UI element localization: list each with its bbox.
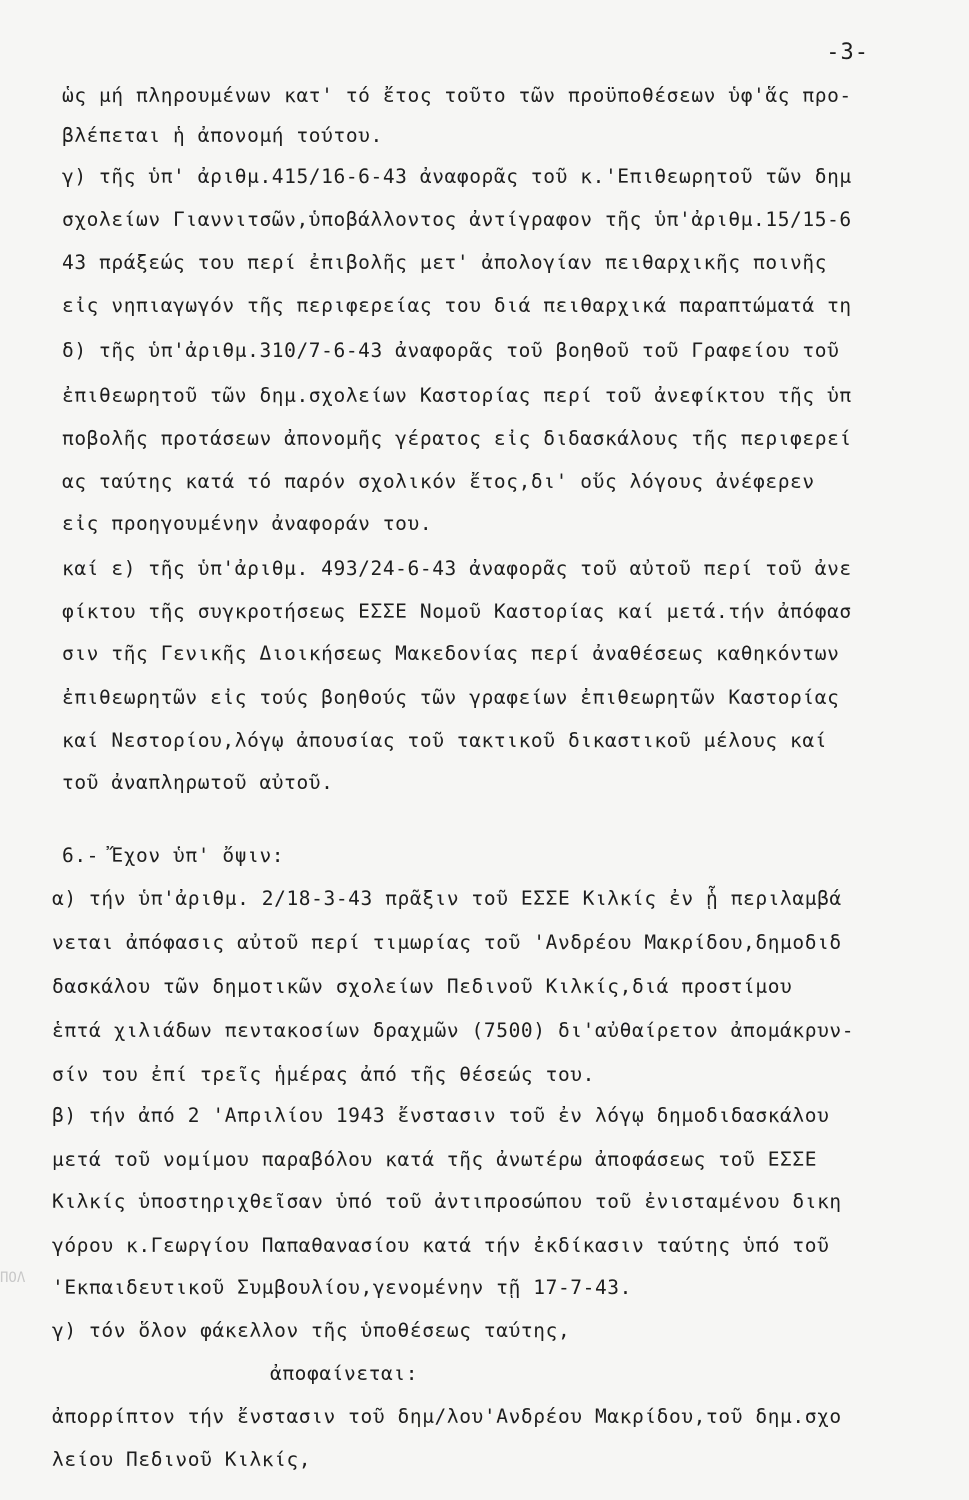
text-line: Κιλκίς ὑποστηριχθεῖσαν ὑπό τοῦ ἀντιπροσώπου τοῦ ἐνισταμένου δικη: [52, 1190, 842, 1213]
text-line: ἀπορρίπτον τήν ἔνστασιν τοῦ δημ/λου'Ανδρέου Μακρίδου,τοῦ δημ.σχο: [52, 1405, 842, 1428]
text-line: ἑπτά χιλιάδων πεντακοσίων δραχμῶν (7500) δι'αὐθαίρετον ἀπομάκρυν-: [52, 1019, 855, 1042]
decision-heading: ἀποφαίνεται:: [270, 1362, 419, 1385]
text-line: εἰς προηγουμένην ἀναφοράν του.: [62, 512, 433, 535]
text-line: νεται ἀπόφασις αὐτοῦ περί τιμωρίας τοῦ 'Ανδρέου Μακρίδου,δημοδιδ: [52, 931, 842, 954]
text-line: δασκάλου τῶν δημοτικῶν σχολείων Πεδινοῦ Κιλκίς,διά προστίμου: [52, 975, 793, 998]
text-line: καί ε) τῆς ὑπ'ἀριθμ. 493/24-6-43 ἀναφορᾶς τοῦ αὐτοῦ περί τοῦ ἀνε: [62, 557, 852, 580]
text-line: σχολείων Γιαννιτσῶν,ὑποβάλλοντος ἀντίγραφον τῆς ὑπ'ἀριθμ.15/15-6: [62, 208, 852, 231]
text-line: ἐπιθεωρητῶν εἰς τούς βοηθούς τῶν γραφείων ἐπιθεωρητῶν Καστορίας: [62, 686, 840, 709]
text-line: δ) τῆς ὑπ'ἀριθμ.310/7-6-43 ἀναφορᾶς τοῦ βοηθοῦ τοῦ Γραφείου τοῦ: [62, 339, 840, 362]
margin-mark: ΠΟΛ: [0, 1270, 26, 1286]
text-line: βλέπεται ἡ ἀπονομή τούτου.: [62, 124, 383, 147]
text-line: σιν τῆς Γενικῆς Διοικήσεως Μακεδονίας περί ἀναθέσεως καθηκόντων: [62, 642, 840, 665]
text-line: ἐπιθεωρητοῦ τῶν δημ.σχολείων Καστορίας περί τοῦ ἀνεφίκτου τῆς ὑπ: [62, 384, 852, 407]
text-line: 'Εκπαιδευτικοῦ Συμβουλίου,γενομένην τῇ 17-7-43.: [52, 1276, 632, 1299]
text-line: ὡς μή πληρουμένων κατ' τό ἔτος τοῦτο τῶν προϋποθέσεων ὑφ'ἅς προ-: [62, 84, 852, 107]
text-line: μετά τοῦ νομίμου παραβόλου κατά τῆς ἀνωτέρω ἀποφάσεως τοῦ ΕΣΣΕ: [52, 1148, 818, 1171]
text-line: καί Νεστορίου,λόγῳ ἀπουσίας τοῦ τακτικοῦ δικαστικοῦ μέλους καί: [62, 729, 828, 752]
text-line: γ) τῆς ὑπ' ἀριθμ.415/16-6-43 ἀναφορᾶς τοῦ κ.'Επιθεωρητοῦ τῶν δημ: [62, 165, 852, 188]
text-line: σίν του ἐπί τρεῖς ἡμέρας ἀπό τῆς θέσεώς του.: [52, 1063, 595, 1086]
text-line: φίκτου τῆς συγκροτήσεως ΕΣΣΕ Νομοῦ Καστορίας καί μετά.τήν ἀπόφασ: [62, 600, 852, 623]
text-line: γόρου κ.Γεωργίου Παπαθανασίου κατά τήν ἐκδίκασιν ταύτης ὑπό τοῦ: [52, 1234, 830, 1257]
text-line: γ) τόν ὅλον φάκελλον τῆς ὑποθέσεως ταύτης,: [52, 1319, 571, 1342]
section-heading: 6.- Ἔχον ὑπ' ὄψιν:: [62, 844, 285, 867]
text-line: β) τήν ἀπό 2 'Απριλίου 1943 ἔνστασιν τοῦ ἐν λόγῳ δημοδιδασκάλου: [52, 1104, 830, 1127]
text-line: λείου Πεδινοῦ Κιλκίς,: [52, 1448, 312, 1471]
text-line: 43 πράξεώς του περί ἐπιβολῆς μετ' ἀπολογίαν πειθαρχικῆς ποινῆς: [62, 251, 828, 274]
text-line: εἰς νηπιαγωγόν τῆς περιφερείας του διά πειθαρχικά παραπτώματά τη: [62, 294, 852, 317]
text-line: ποβολῆς προτάσεων ἀπονομῆς γέρατος εἰς διδασκάλους τῆς περιφερεί: [62, 427, 852, 450]
page-number: -3-: [826, 40, 869, 65]
text-line: α) τήν ὑπ'ἀριθμ. 2/18-3-43 πρᾶξιν τοῦ ΕΣΣΕ Κιλκίς ἐν ᾗ περιλαμβά: [52, 887, 842, 910]
text-line: τοῦ ἀναπληρωτοῦ αὐτοῦ.: [62, 771, 334, 794]
text-line: ας ταύτης κατά τό παρόν σχολικόν ἔτος,δι' οὕς λόγους ἀνέφερεν: [62, 470, 815, 493]
